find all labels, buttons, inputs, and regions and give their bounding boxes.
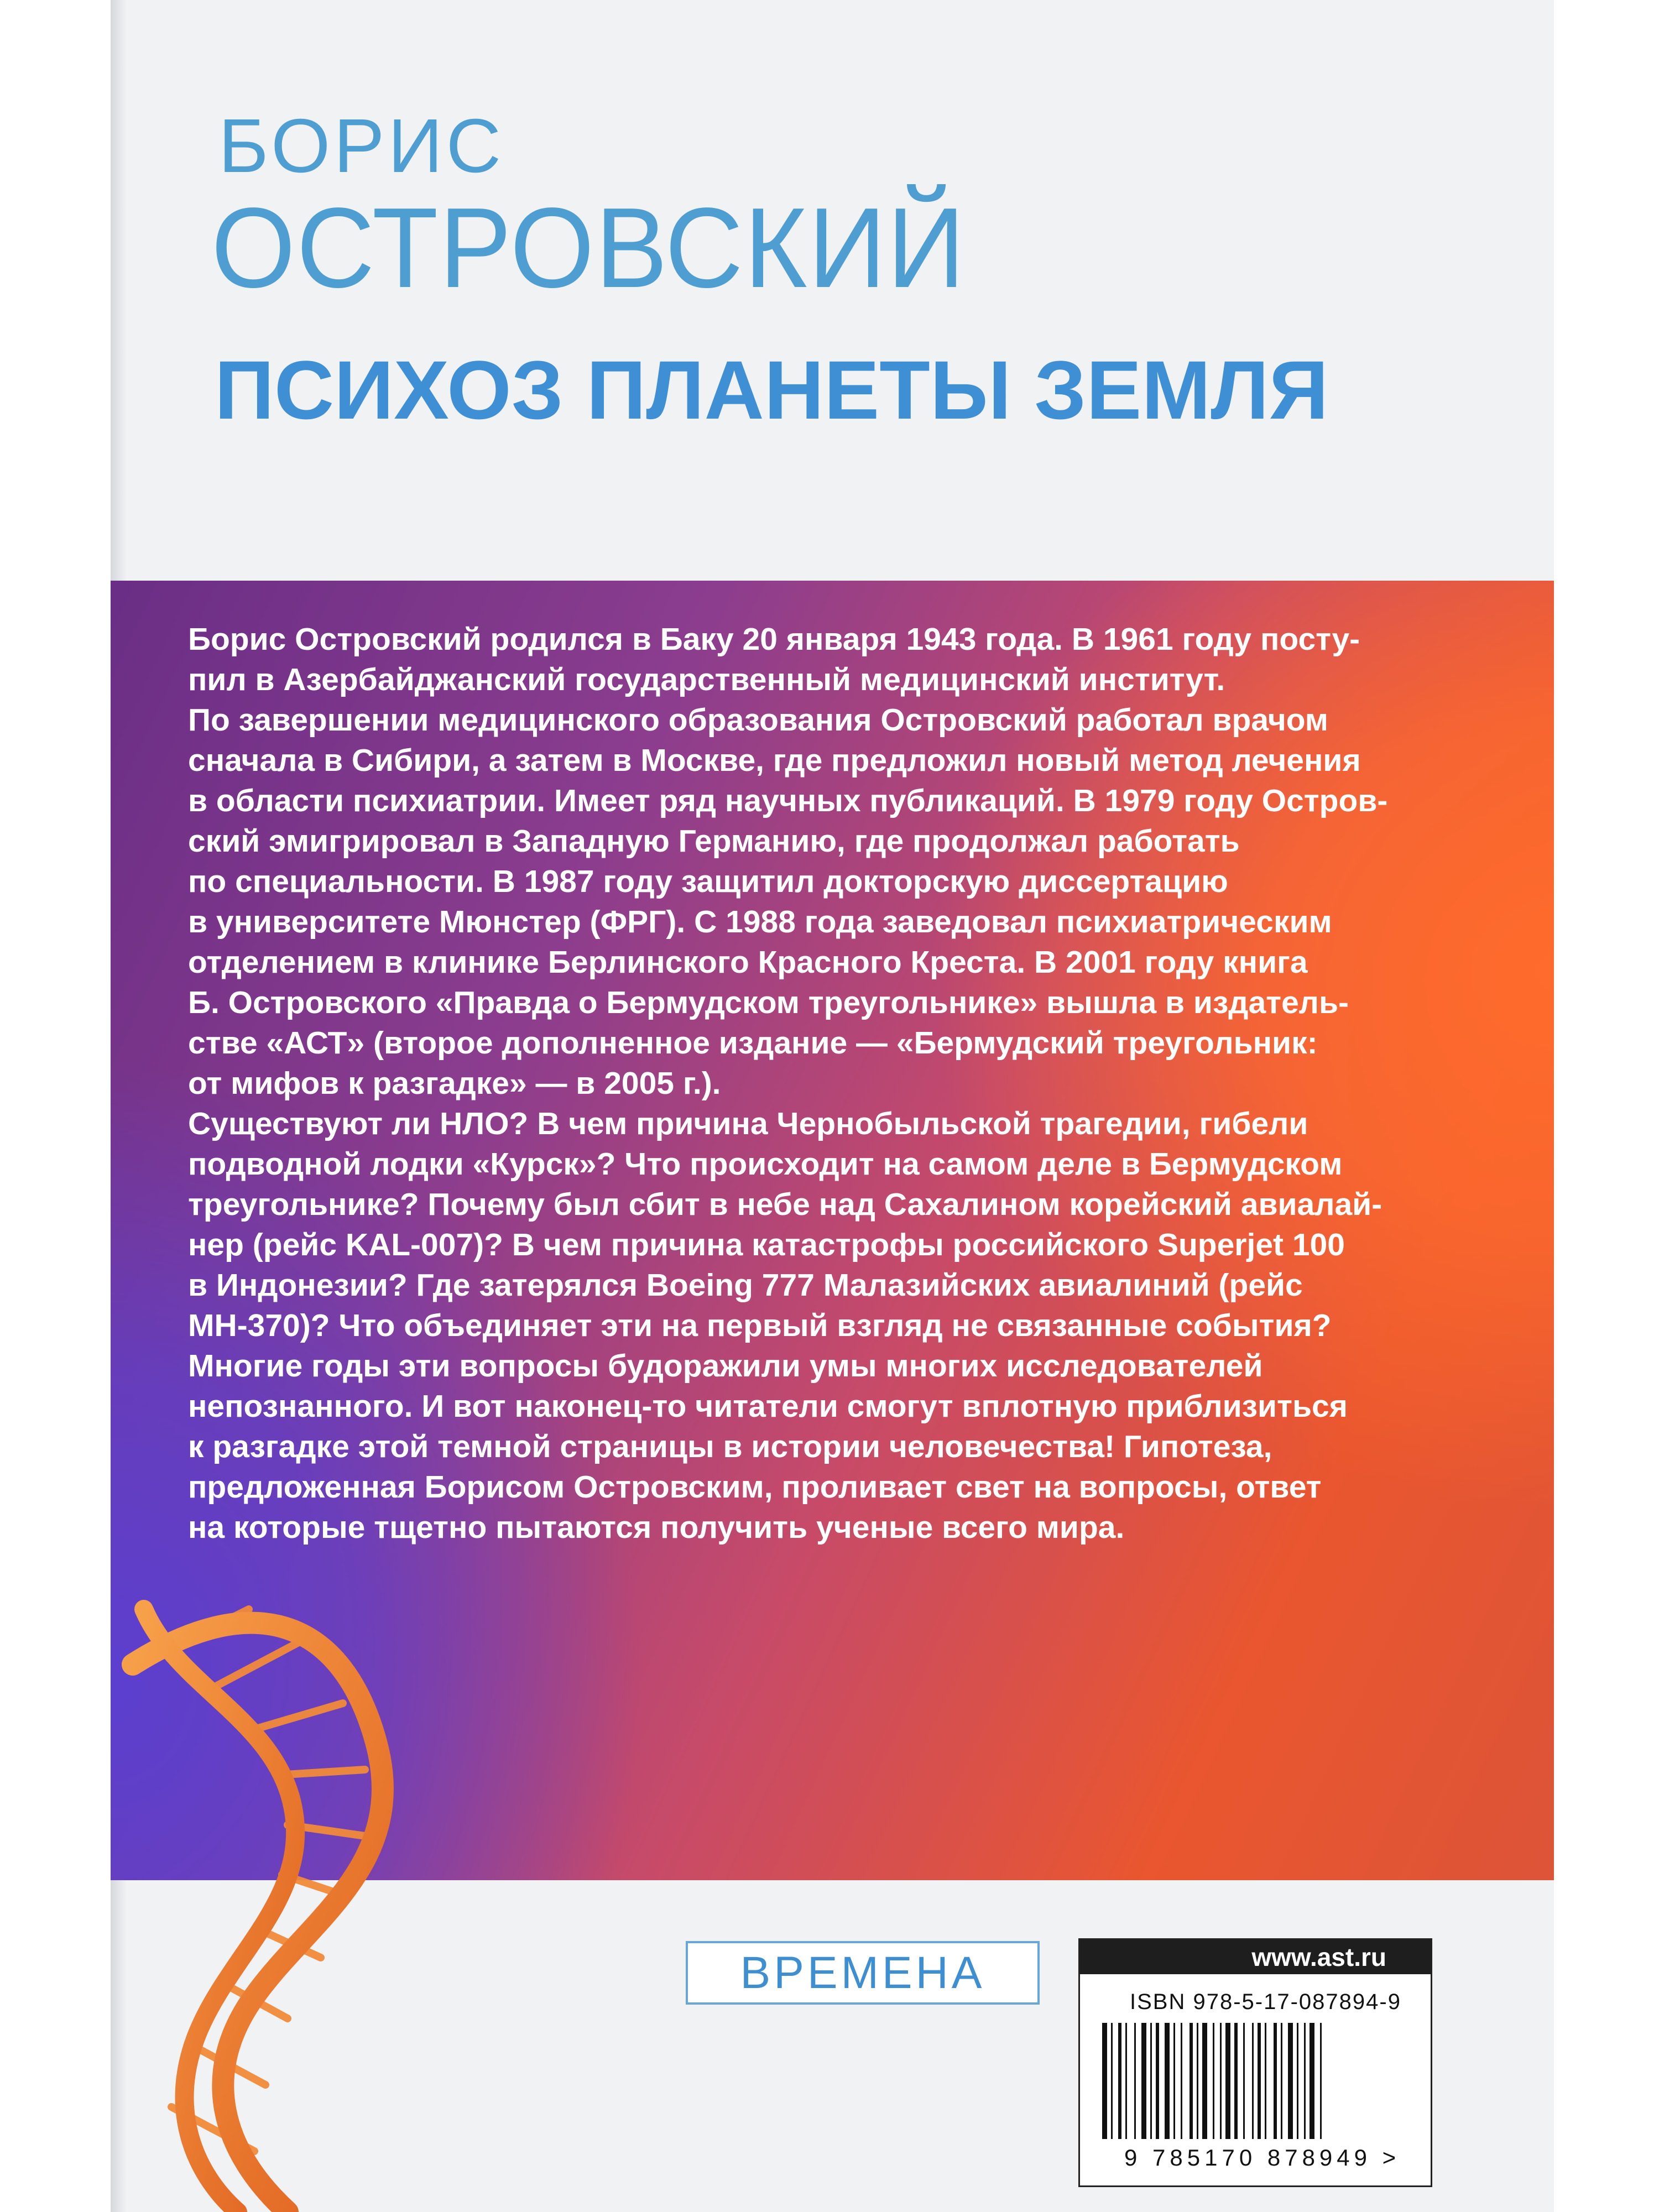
barcode-block — [1078, 1938, 1432, 2187]
barcode-bar — [1173, 2023, 1175, 2139]
barcode-bar — [1102, 2023, 1107, 2139]
book-title: ПСИХОЗ ПЛАНЕТЫ ЗЕМЛЯ — [215, 343, 1329, 436]
barcode-bars — [1097, 2023, 1406, 2139]
barcode-bar — [1150, 2023, 1152, 2139]
barcode-bar — [1156, 2023, 1159, 2139]
barcode-bar — [1118, 2023, 1121, 2139]
barcode-bar — [1234, 2023, 1238, 2139]
barcode-bar — [1265, 2023, 1266, 2139]
barcode-bar — [1310, 2023, 1314, 2139]
barcode-bar — [1220, 2023, 1222, 2139]
barcode-bar — [1297, 2023, 1298, 2139]
author-last-name: ОСТРОВСКИЙ — [211, 184, 966, 311]
barcode-bar — [1190, 2023, 1193, 2139]
barcode-bar — [1281, 2023, 1282, 2139]
barcode-bar — [1111, 2023, 1113, 2139]
blurb-paragraph-questions: Существуют ли НЛО? В чем причина Чернобыльской трагедии, гибели подводной лодки «Курск»? Что происходит на самом деле в Бермудском треугольнике? Почему был сбит в небе над Сахалином корейский авиалай- нер (рейс KAL-007)? В чем причина катастрофы российского Superjet 100 в Индонезии? Где затерялся Boeing 777 Малазийских авиалиний (рейс MH-370)? Что объединяет эти на первый взгляд не связанные события? Многие годы эти вопросы будоражили умы многих исследователей непознанного. И вот наконец-то читатели смогут вплотную приблизиться к разгадке этой темной страницы в истории человечества! Гипотеза, предложенная Борисом Островским, проливает свет на вопросы, ответ на которые тщетно пытаются получить ученые всего мира. — [188, 1106, 1383, 1545]
barcode-bar — [1243, 2023, 1245, 2139]
imprint-name: ВРЕМЕНА — [740, 1947, 985, 1998]
barcode-bar — [1165, 2023, 1170, 2139]
barcode-bar — [1252, 2023, 1254, 2139]
dna-helix-illustration — [111, 1576, 581, 2212]
publisher-website: www.ast.ru — [1080, 1940, 1431, 1974]
imprint-logo — [686, 1941, 1040, 2005]
barcode-bar — [1288, 2023, 1293, 2139]
annotation-text — [188, 619, 1493, 1548]
blurb-paragraph-biography: Борис Островский родился в Баку 20 января 1943 года. В 1961 году посту- пил в Азербайджанский государственный медицинский институт. — [188, 622, 1360, 697]
blurb-paragraph-career: По завершении медицинского образования Островский работал врачом сначала в Сибири, а затем в Москве, где предложил новый метод лечения в области психиатрии. Имеет ряд научных публикаций. В 1979 году Остров- ский эмигрировал в Западную Германию, где продолжал работать по специальности. В 1987 году защитил докторскую диссертацию в университете Мюнстер (ФРГ). С 1988 года заведовал психиатрическим отделением в клинике Берлинского Красного Креста. В 2001 году книга Б. Островского «Правда о Бермудском треугольнике» вышла в издатель- стве «АСТ» (второе дополненное издание — «Бермудский треугольник: от мифов к разгадке» — в 2005 г.). — [188, 702, 1388, 1101]
barcode-bar — [1141, 2023, 1146, 2139]
barcode-bar — [1225, 2023, 1230, 2139]
barcode-digits: 9 785170 878949 > — [1124, 2145, 1401, 2171]
barcode-bar — [1274, 2023, 1277, 2139]
barcode-bar — [1258, 2023, 1261, 2139]
barcode-bar — [1197, 2023, 1198, 2139]
barcode-bar — [1304, 2023, 1306, 2139]
book-back-cover — [111, 0, 1554, 2212]
author-first-name: БОРИС — [218, 103, 505, 189]
barcode-bar — [1125, 2023, 1127, 2139]
barcode-bar — [1213, 2023, 1214, 2139]
isbn-number: ISBN 978-5-17-087894-9 — [1130, 1990, 1401, 2014]
barcode-bar — [1181, 2023, 1182, 2139]
barcode-bar — [1202, 2023, 1207, 2139]
barcode-bar — [1320, 2023, 1322, 2139]
barcode-bar — [1134, 2023, 1136, 2139]
